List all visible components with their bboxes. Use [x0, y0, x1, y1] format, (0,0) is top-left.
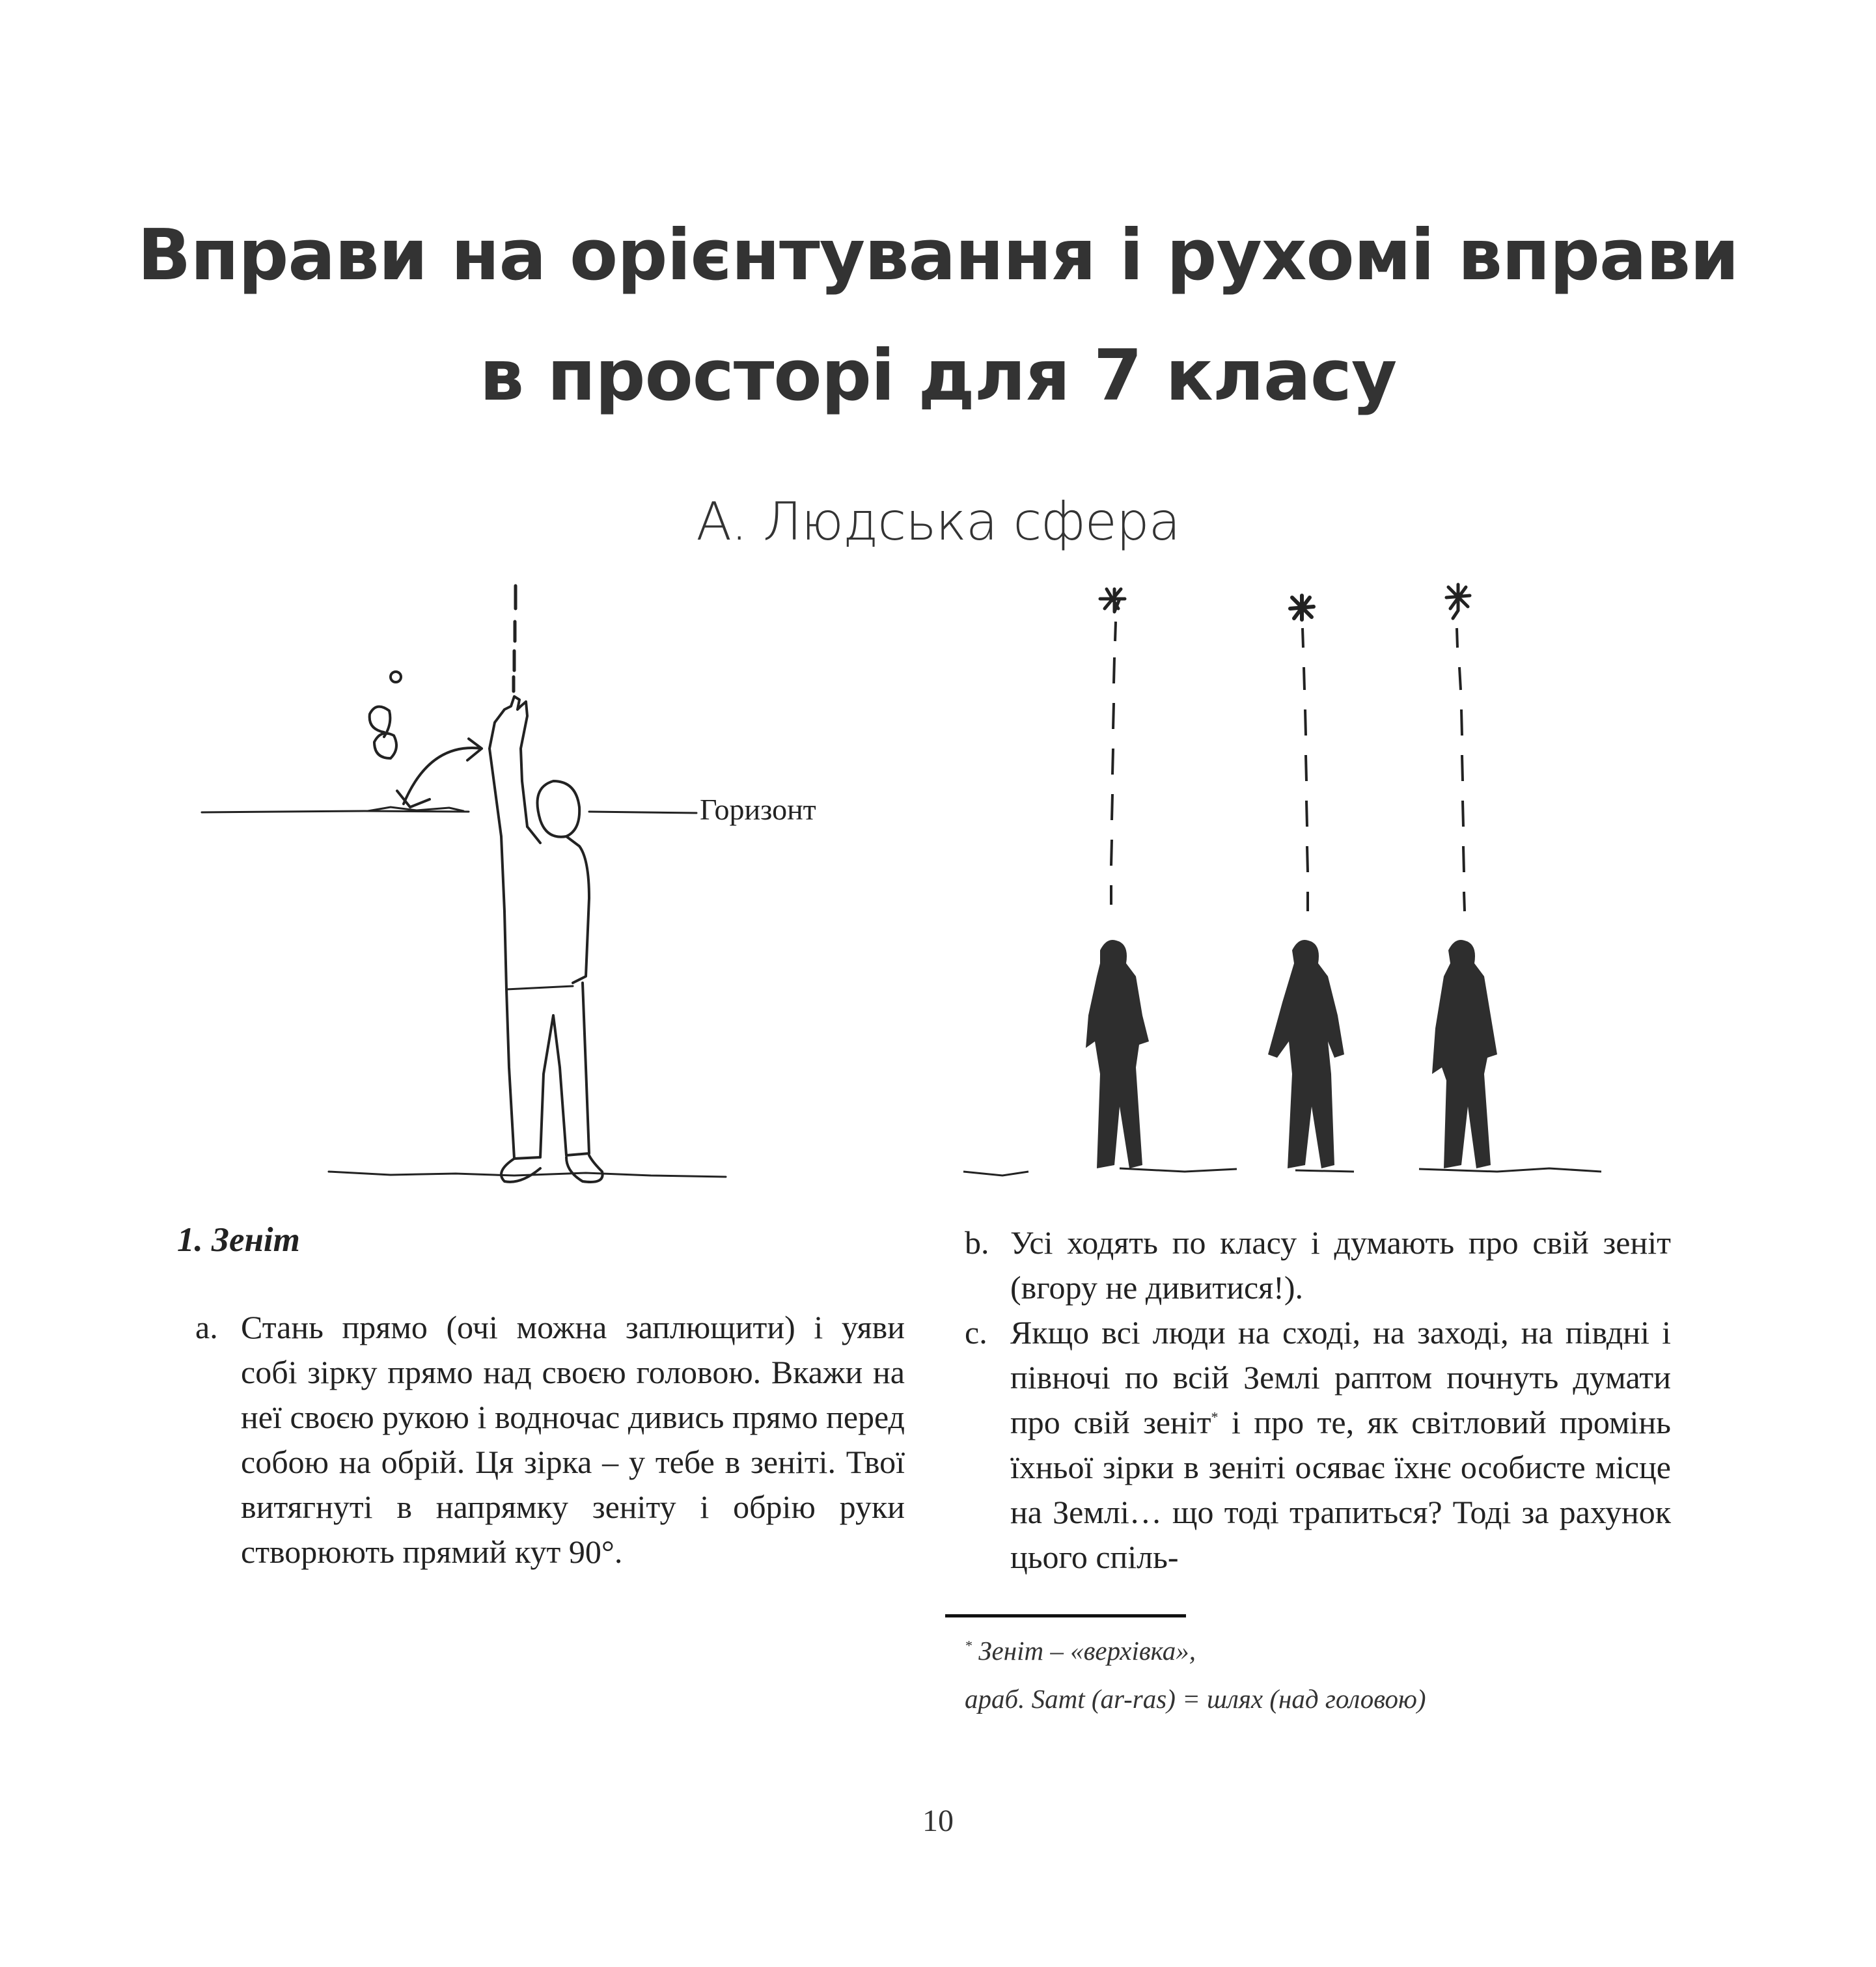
list-item-text-part: Якщо всі люди на сході, на заході, на півдні і півночі по всій Землі раптом почнуть думати про свій зеніт: [1010, 1314, 1671, 1440]
footnote-divider: [945, 1614, 1186, 1617]
list-item-text-part: і про те, як світловий промінь їхньої зірки в зеніті осяває їхнє особисте місце на Землі… що тоді трапиться? Тоді за рахунок цього спіль-: [1010, 1404, 1671, 1575]
section-heading: 1. Зеніт: [177, 1221, 300, 1259]
footnote-line-1: [965, 1635, 1196, 1666]
list-item-label: c.: [965, 1314, 987, 1351]
list-item-text: [1010, 1310, 1671, 1580]
page-number: 10: [922, 1804, 954, 1838]
zenith-figure-left: [202, 586, 726, 1182]
section-subtitle: А. Людська сфера: [696, 491, 1180, 552]
list-item-text: Усі ходять по класу і думають про свій зеніт (вгору не дивитися!).: [1010, 1224, 1671, 1306]
person-figure-3: [1432, 585, 1497, 1168]
person-figure-2: [1268, 596, 1344, 1168]
footnote-marker: *: [1211, 1409, 1219, 1425]
footnote-line-2: араб. Samt (ar-ras) = шлях (над головою): [965, 1684, 1426, 1714]
page-title-line-2: в просторі для 7 класу: [479, 335, 1397, 417]
footnote-text: Зеніт – «верхівка»,: [978, 1636, 1196, 1666]
zenith-figures-right: [963, 585, 1601, 1176]
list-item-label: a.: [195, 1309, 218, 1345]
footnote-marker: *: [965, 1637, 972, 1654]
list-item-label: b.: [965, 1224, 989, 1261]
page-title-line-1: Вправи на орієнтування і рухомі вправи: [137, 215, 1739, 296]
person-figure-1: [1086, 589, 1149, 1168]
list-item-text: Стань прямо (очі можна заплющити) і уяви собі зірку прямо над своєю головою. Вкажи на неї своєю рукою і водночас дивись прямо перед собою на обрій. Ця зірка – у тебе в зеніті. Твої витягнуті в напрямку зеніту і обрію руки створюють прямий кут 90°.: [241, 1309, 905, 1570]
horizon-label: Горизонт: [700, 793, 816, 826]
